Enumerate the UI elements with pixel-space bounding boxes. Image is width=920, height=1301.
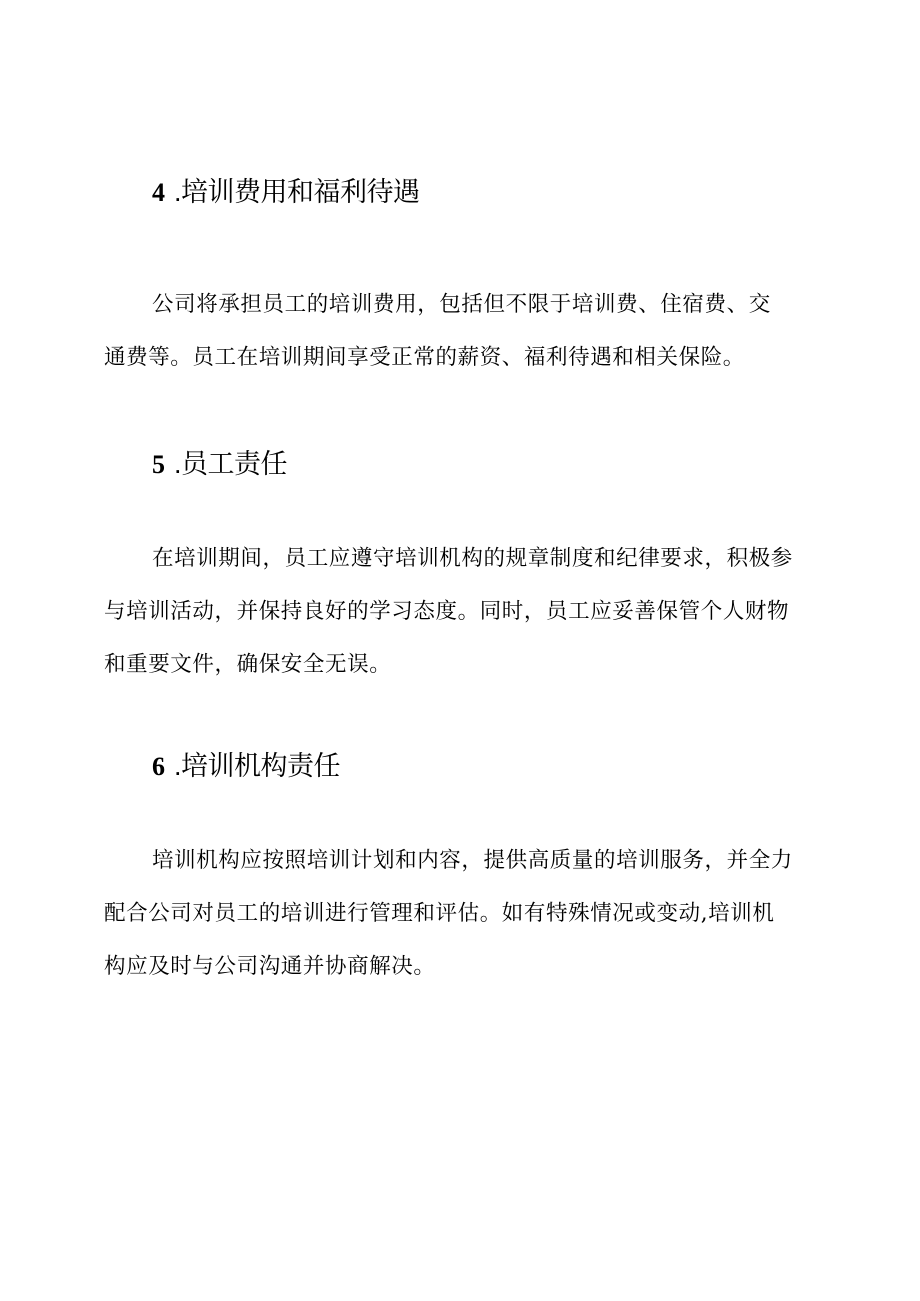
paragraph-line: 配合公司对员工的培训进行管理和评估。如有特殊情况或变动,培训机 (104, 901, 775, 926)
paragraph-line: 与培训活动，并保持良好的学习态度。同时，员工应妥善保管个人财物 (104, 599, 790, 624)
paragraph-line: 公司将承担员工的培训费用，包括但不限于培训费、住宿费、交 (152, 292, 771, 317)
section-number: 6 (152, 752, 165, 781)
section-title: .培训费用和福利待遇 (174, 177, 420, 207)
section-heading-4 (152, 172, 420, 212)
section-paragraph-4 (104, 278, 824, 384)
paragraph-line: 构应及时与公司沟通并协商解决。 (104, 954, 436, 979)
section-title: .员工责任 (174, 449, 288, 479)
paragraph-line: 在培训期间，员工应遵守培训机构的规章制度和纪律要求，积极参 (152, 546, 793, 571)
section-heading-5 (152, 444, 287, 484)
section-heading-6 (152, 746, 340, 786)
section-number: 5 (152, 450, 165, 479)
section-paragraph-6 (104, 834, 824, 993)
section-paragraph-5 (104, 532, 824, 691)
paragraph-line: 通费等。员工在培训期间享受正常的薪资、福利待遇和相关保险。 (104, 345, 745, 370)
section-number: 4 (152, 178, 165, 207)
paragraph-line: 培训机构应按照培训计划和内容，提供高质量的培训服务，并全力 (152, 848, 793, 873)
section-title: .培训机构责任 (174, 751, 341, 781)
paragraph-line: 和重要文件，确保安全无误。 (104, 652, 392, 677)
